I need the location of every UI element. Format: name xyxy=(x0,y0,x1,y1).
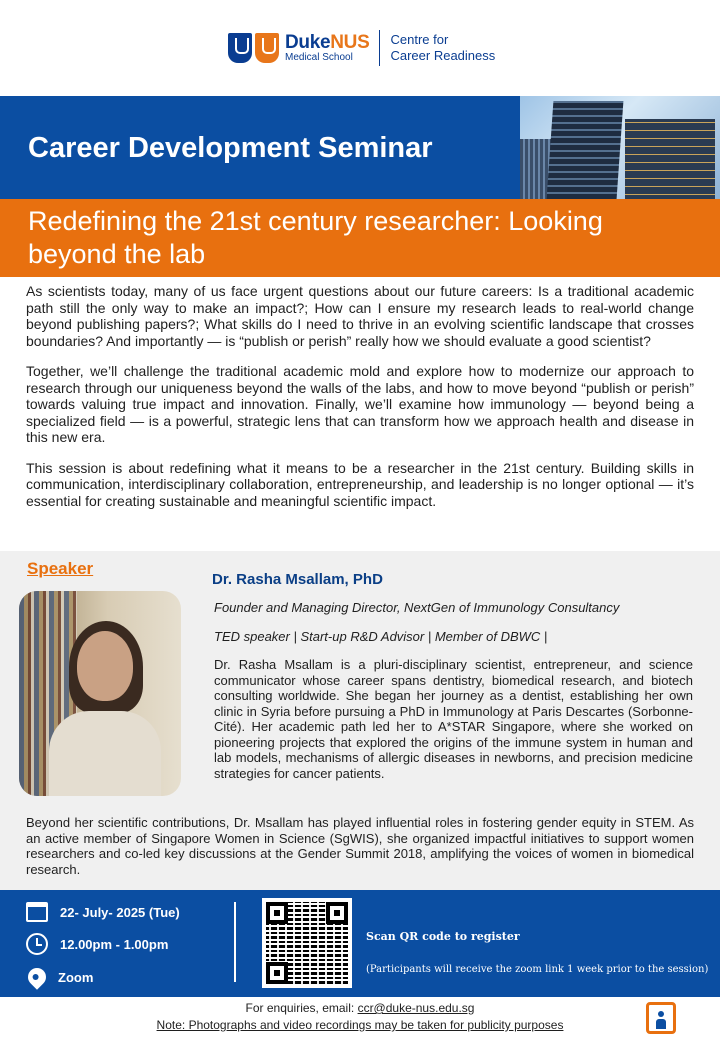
title-banner xyxy=(0,96,720,199)
subtitle-banner xyxy=(0,199,720,277)
location-pin-icon xyxy=(24,964,49,989)
building-photo xyxy=(520,96,720,199)
event-venue: Zoom xyxy=(58,969,94,985)
event-time-row xyxy=(26,933,168,955)
logo-divider xyxy=(379,30,380,66)
speaker-bio-continued: Beyond her scientific contributions, Dr. Msallam has played influential roles in fostering gender equity in STEM. As an active member of Singapore Women in Science (SgWIS), she organized impactful initiatives to support women researchers and co-led key discussions at the Gender Summit 2018, amplifying the voices of women in biomedical research. xyxy=(26,815,694,877)
speaker-bio: Dr. Rasha Msallam is a pluri-disciplinary scientist, entrepreneur, and science communicator whose career spans dentistry, biomedical research, and biotech consulting worldwide. She began her journey as a dentist, establishing her own clinic in Syria before pursuing a PhD in Immunology at Paris Descartes (Sorbonne-Cité). Her academic path led her to A*STAR Singapore, where she worked on pioneering projects that explored the origins of the immune system in human and lab models, mechanisms of allergic diseases in newborns, and precision medicine strategies for cancer patients. xyxy=(214,657,693,781)
qr-finder xyxy=(326,902,348,924)
speaker-role: Founder and Managing Director, NextGen of Immunology Consultancy xyxy=(214,600,620,615)
centre-name xyxy=(390,32,495,64)
ccr-logo-icon xyxy=(646,1002,676,1034)
event-venue-row xyxy=(26,968,93,986)
speaker-photo xyxy=(19,591,181,796)
footer xyxy=(0,998,720,1040)
qr-label: Scan QR code to register xyxy=(366,930,520,943)
speaker-section xyxy=(0,551,720,890)
intro-paragraph-2: Together, we’ll challenge the traditional academic mold and explore how to modernize our approach to research through our uniqueness beyond the walls of the labs, and how to move beyond “publish or perish” towards valuing true impact and innovation. Finally, we’ll examine how immunology — beyond being a specialized field — is a powerful, strategic lens that can transform how we approach health and disease in this new era. xyxy=(26,363,694,445)
event-date-row xyxy=(26,902,180,922)
qr-finder xyxy=(266,962,288,984)
logo-wordmark xyxy=(285,33,369,63)
qr-finder xyxy=(266,902,288,924)
speaker-face xyxy=(77,631,133,701)
qr-note: (Participants will receive the zoom link 1 week prior to the session) xyxy=(366,964,709,975)
logo-nus: NUS xyxy=(330,32,370,53)
event-details xyxy=(0,890,720,997)
nus-shield-icon xyxy=(255,33,279,63)
duke-nus-logo xyxy=(228,30,495,66)
enquiry-prefix: For enquiries, email: xyxy=(245,1001,358,1015)
intro-section xyxy=(26,283,694,523)
centre-line1: Centre for xyxy=(390,32,449,47)
logo-sub: Medical School xyxy=(285,52,353,63)
speaker-shirt xyxy=(49,711,161,796)
enquiry-line xyxy=(0,1001,720,1015)
centre-line2: Career Readiness xyxy=(390,48,496,63)
qr-pattern xyxy=(266,902,348,984)
publicity-note: Note: Photographs and video recordings may be taken for publicity purposes xyxy=(156,1018,564,1032)
logo-duke: Duke xyxy=(285,32,331,53)
speaker-name: Dr. Rasha Msallam, PhD xyxy=(212,571,383,588)
event-date: 22- July- 2025 (Tue) xyxy=(60,904,180,920)
duke-shield-icon xyxy=(228,33,252,63)
event-time: 12.00pm - 1.00pm xyxy=(60,936,169,952)
intro-paragraph-1: As scientists today, many of us face urgent questions about our future careers: Is a traditional academic path still the only way to make an impact?; How can I ensure my research leads to real-world change beyond publishing papers?; What skills do I need to thrive in an evolving scientific landscape that crosses boundaries? And importantly — is “publish or perish” really how we should evaluate a good scientist? xyxy=(26,283,694,349)
details-divider xyxy=(234,902,236,982)
seminar-subtitle: Redefining the 21st century researcher: Looking beyond the lab xyxy=(28,206,603,269)
speaker-label: Speaker xyxy=(27,559,94,578)
enquiry-email-link[interactable]: ccr@duke-nus.edu.sg xyxy=(357,1001,475,1015)
header xyxy=(0,0,720,96)
building-tower xyxy=(547,101,624,199)
page-title: Career Development Seminar xyxy=(28,132,433,164)
registration-qr-code[interactable] xyxy=(262,898,352,988)
clock-icon xyxy=(26,933,48,955)
calendar-icon xyxy=(26,902,48,922)
building-tower xyxy=(625,119,715,199)
speaker-affiliations: TED speaker | Start-up R&D Advisor | Member of DBWC | xyxy=(214,629,548,644)
intro-paragraph-3: This session is about redefining what it means to be a researcher in the 21st century. Building skills in communication, interdisciplinary collaboration, entrepreneurship, and leadership is no longer optional — it’s essential for creating sustainable and meaningful scientific impact. xyxy=(26,459,694,509)
